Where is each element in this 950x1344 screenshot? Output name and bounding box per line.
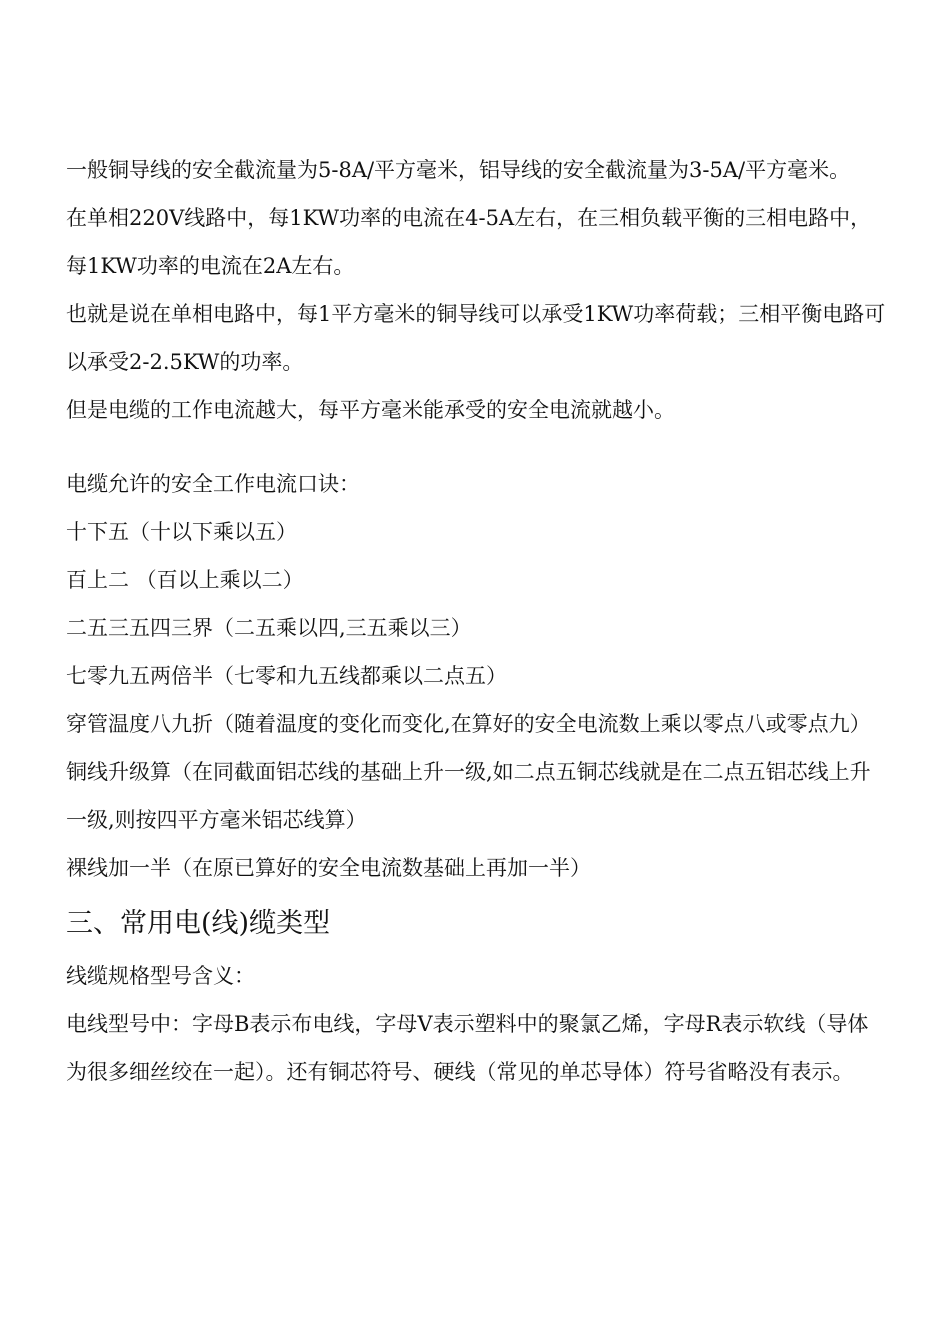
rhyme-line: 七零九五两倍半（七零和九五线都乘以二点五） [66,664,507,688]
paragraph-current-note: 但是电缆的工作电流越大，每平方毫米能承受的安全电流就越小。 [66,398,675,422]
rhyme-line: 裸线加一半（在原已算好的安全电流数基础上再加一半） [66,856,591,880]
rhyme-line: 十下五（十以下乘以五） [66,520,297,544]
document-page [66,146,888,1096]
model-paragraph: 电线型号中：字母B表示布电线，字母V表示塑料中的聚氯乙烯，字母R表示软线（导体为很多细丝绞在一起）。还有铜芯符号、硬线（常见的单芯导体）符号省略没有表示。 [66,1012,869,1084]
rhyme-title: 电缆允许的安全工作电流口诀： [66,472,360,496]
paragraph-load-capacity: 也就是说在单相电路中，每1平方毫米的铜导线可以承受1KW功率荷载；三相平衡电路可以承受2-2.5KW的功率。 [66,302,886,374]
spacer [66,434,888,460]
model-title: 线缆规格型号含义： [66,964,255,988]
rhyme-line: 二五三五四三界（二五乘以四,三五乘以三） [66,616,472,640]
rhyme-line: 百上二 （百以上乘以二） [66,568,304,592]
paragraph-current-per-kw: 在单相220V线路中，每1KW功率的电流在4-5A左右，在三相负载平衡的三相电路中，每1KW功率的电流在2A左右。 [66,206,872,278]
rhyme-line: 穿管温度八九折（随着温度的变化而变化,在算好的安全电流数上乘以零点八或零点九） [66,712,871,736]
section-heading: 三、常用电(线)缆类型 [66,908,331,939]
rhyme-line: 铜线升级算（在同截面铝芯线的基础上升一级,如二点五铜芯线就是在二点五铝芯线上升一级,则按四平方毫米铝芯线算） [66,760,871,832]
paragraph-safe-current: 一般铜导线的安全截流量为5-8A/平方毫米，铝导线的安全截流量为3-5A/平方毫米。 [66,158,851,182]
